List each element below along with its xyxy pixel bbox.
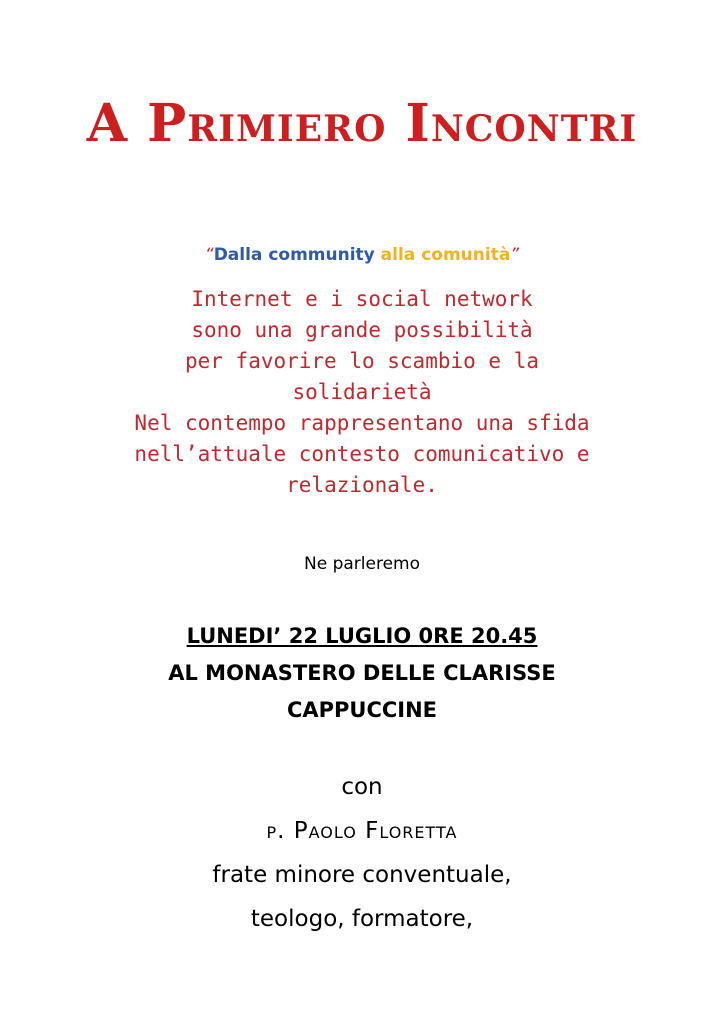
poster-title: A Primiero Incontri — [86, 93, 638, 154]
event-place-line2: CAPPUCCINE — [286, 698, 438, 722]
subtitle-comunita: alla comunità — [380, 245, 511, 265]
event-place-line1: AL MONASTERO DELLE CLARISSE — [168, 661, 556, 685]
intro-line: relazionale. — [286, 473, 438, 497]
speaker-block — [0, 765, 724, 941]
speaker-intro: con — [341, 774, 383, 800]
subtitle-community: Dalla community — [213, 245, 375, 265]
lead-in-text: Ne parleremo — [304, 554, 420, 574]
close-quote: ” — [510, 245, 520, 265]
intro-line: solidarietà — [292, 380, 432, 404]
intro-line: nell’attuale contesto comunicativo e — [134, 442, 590, 466]
event-details — [0, 618, 724, 729]
intro-line: per favorire lo scambio e la — [184, 349, 539, 373]
event-date-time: LUNEDI’ 22 LUGLIO 0RE 20.45 — [186, 624, 538, 648]
speaker-role-line2: teologo, formatore, — [250, 906, 474, 932]
intro-line: Internet e i social network — [191, 287, 533, 311]
speaker-name: p. Paolo Floretta — [266, 818, 458, 844]
open-quote: “ — [204, 245, 214, 265]
intro-line: Nel contempo rappresentano una sfida — [134, 411, 590, 435]
speaker-role-line1: frate minore conventuale, — [212, 862, 512, 888]
subtitle-quote — [0, 243, 724, 267]
intro-paragraph — [40, 284, 684, 501]
intro-line: sono una grande possibilità — [191, 318, 533, 342]
